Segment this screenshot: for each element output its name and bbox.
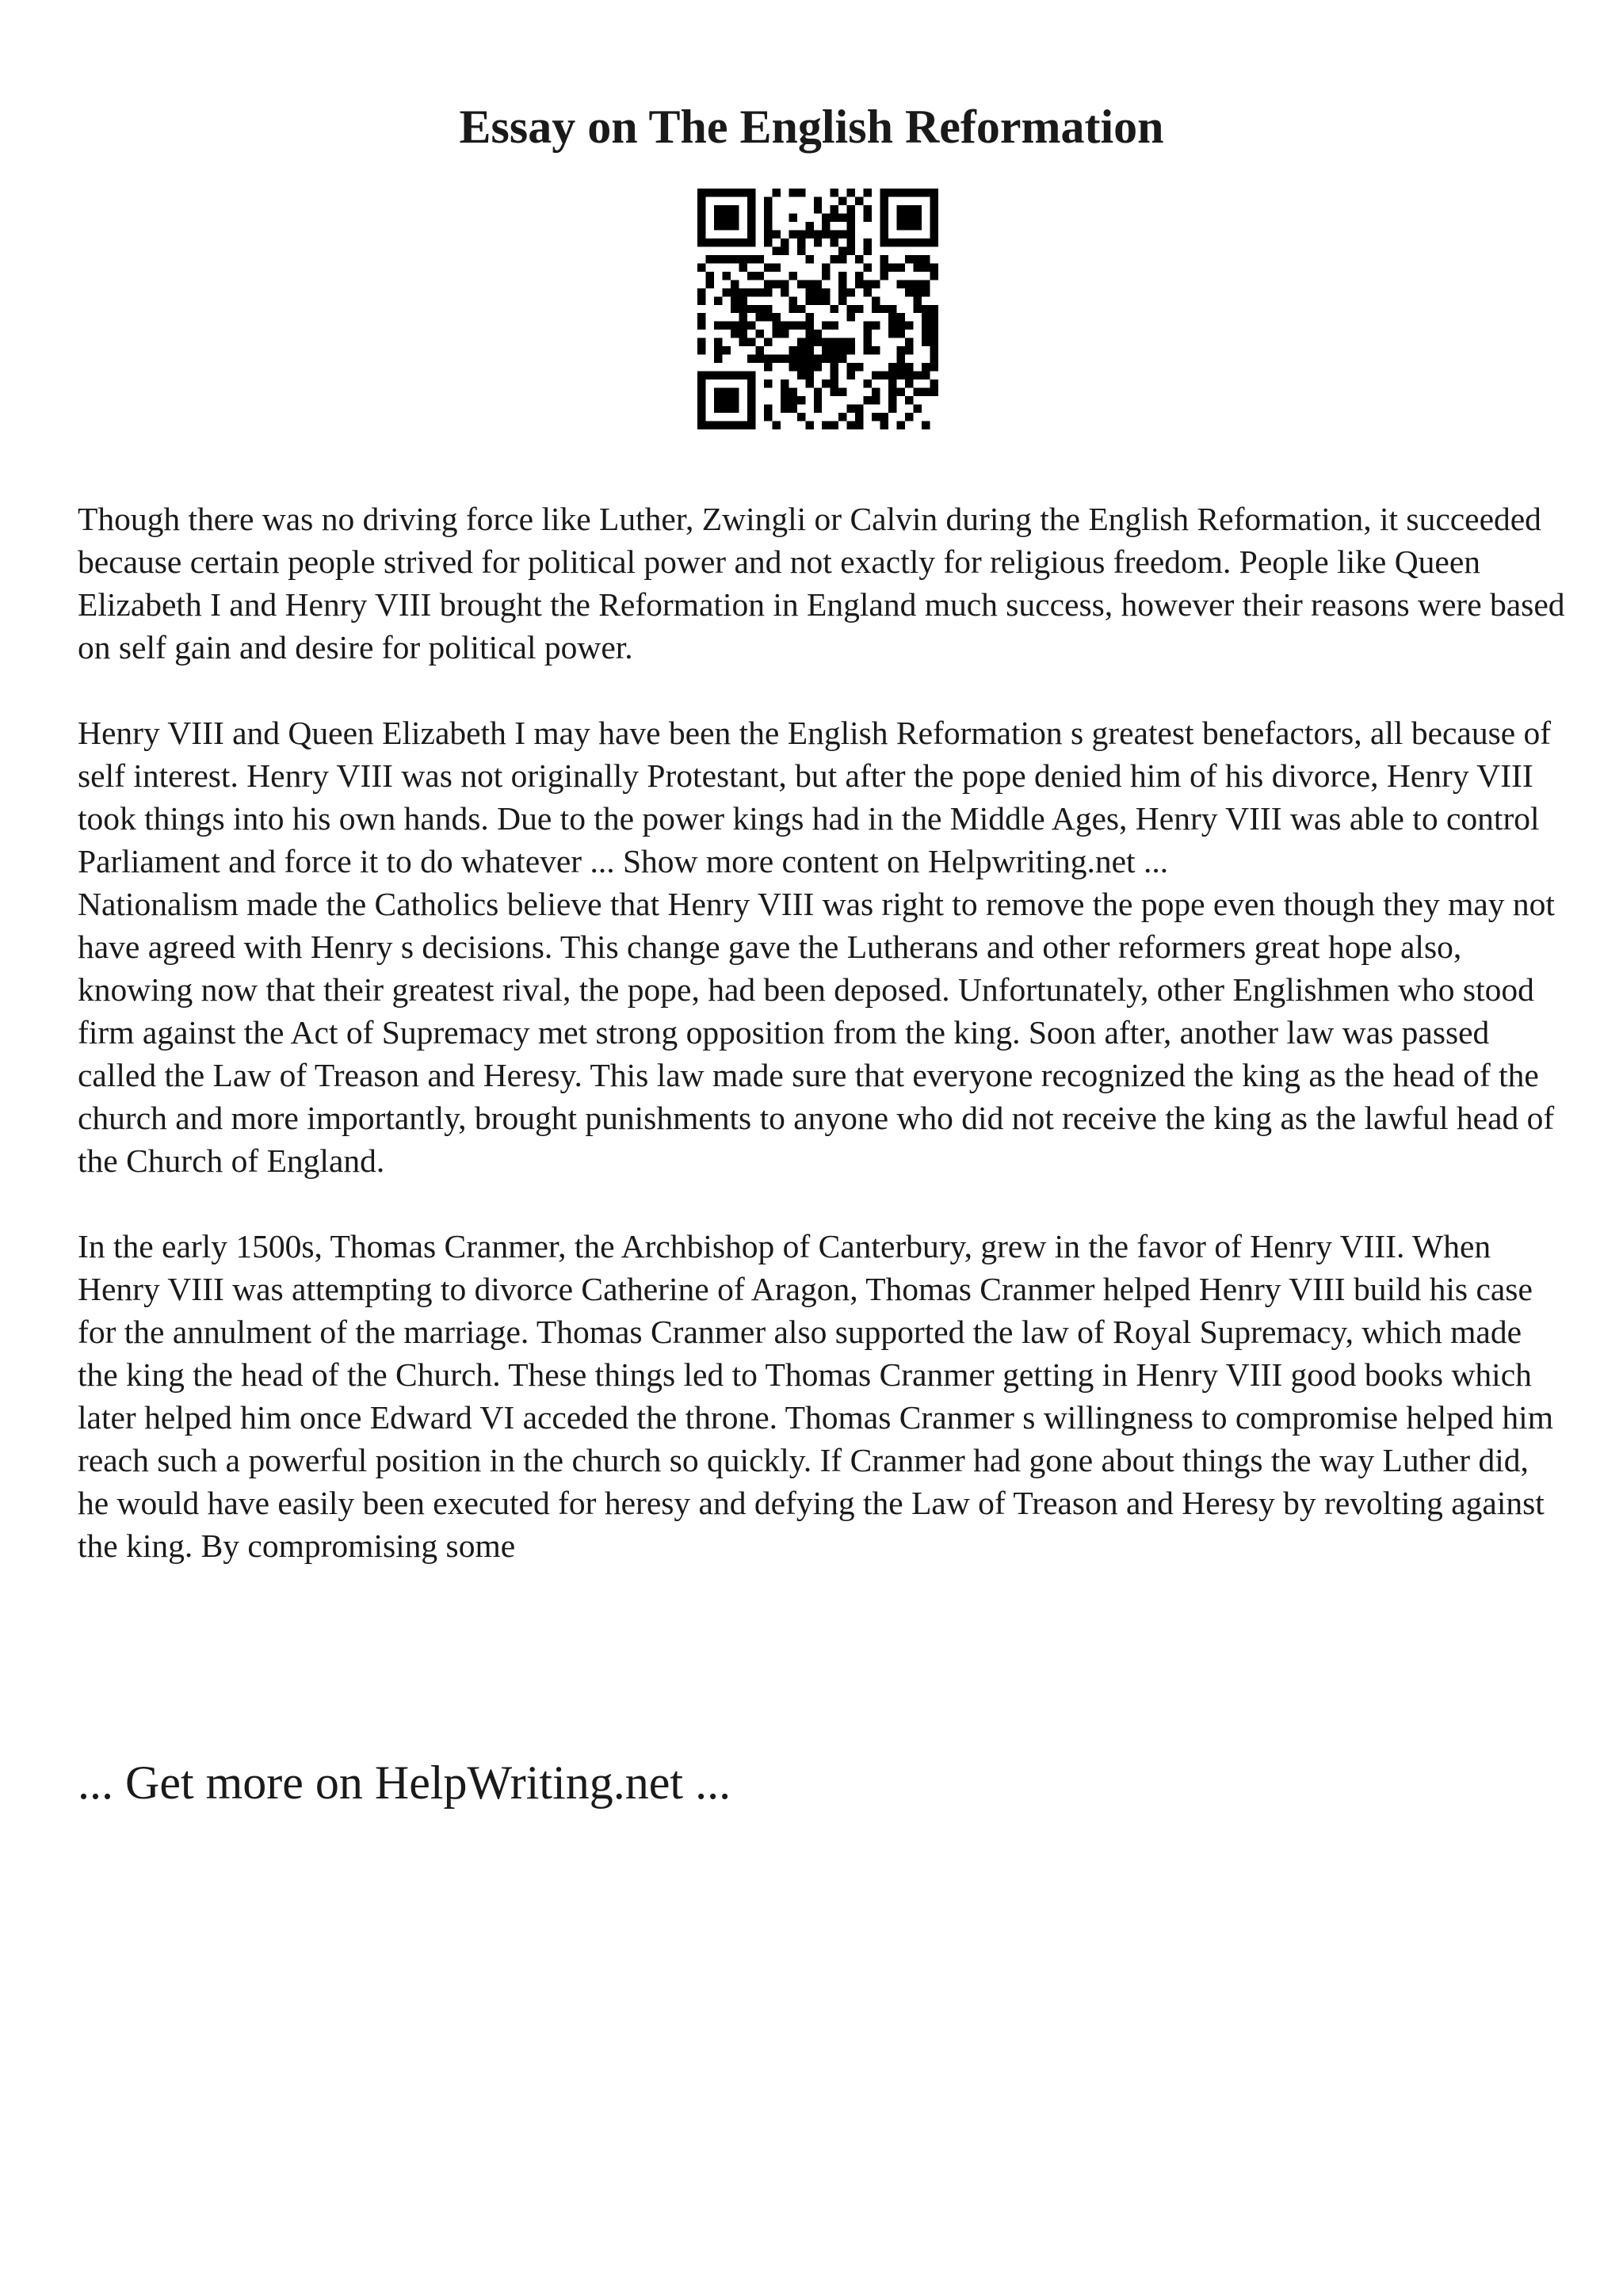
- qr-code-icon[interactable]: [697, 189, 938, 429]
- paragraph-1: Though there was no driving force like Luther, Zwingli or Calvin during the English Reformation, it succeeded because certain people strived for political power and not exactly for religious freedom. People like Queen Elizabeth I and Henry VIII brought the Reformation in England much success, however their reasons were based on self gain and desire for political power.: [78, 501, 1565, 666]
- paragraph-4: In the early 1500s, Thomas Cranmer, the Archbishop of Canterbury, grew in the favor of Henry VIII. When Henry VIII was attempting to divorce Catherine of Aragon, Thomas Cranmer helped Henry VIII build his case for the annulment of the marriage. Thomas Cranmer also supported the law of Royal Supremacy, which made the king the head of the Church. These things led to Thomas Cranmer getting in Henry VIII good books which later helped him once Edward VI acceded the throne. Thomas Cranmer s willingness to compromise helped him reach such a powerful position in the church so quickly. If Cranmer had gone about things the way Luther did, he would have easily been executed for heresy and defying the Law of Treason and Heresy by revolting against the king. By compromising some: [78, 1228, 1553, 1564]
- page-title: Essay on The English Reformation: [459, 101, 1164, 153]
- paragraph-2: Henry VIII and Queen Elizabeth I may have been the English Reformation s greatest benefactors, all because of self interest. Henry VIII was not originally Protestant, but after the pope denied him of his divorce, Henry VIII took things into his own hands. Due to the power kings had in the Middle Ages, Henry VIII was able to control Parliament and force it to do whatever ... Show more content on Helpwriting.net ...: [78, 715, 1552, 879]
- essay-body: [78, 498, 1568, 1567]
- get-more-link[interactable]: ... Get more on HelpWriting.net ...: [78, 1756, 731, 1809]
- paragraph-3: Nationalism made the Catholics believe that Henry VIII was right to remove the pope even though they may not have agreed with Henry s decisions. This change gave the Lutherans and other reformers great hope also, knowing now that their greatest rival, the pope, had been deposed. Unfortunately, other Englishmen who stood firm against the Act of Supremacy met strong opposition from the king. Soon after, another law was passed called the Law of Treason and Heresy. This law made sure that everyone recognized the king as the head of the church and more importantly, brought punishments to anyone who did not receive the king as the lawful head of the Church of England.: [78, 886, 1555, 1179]
